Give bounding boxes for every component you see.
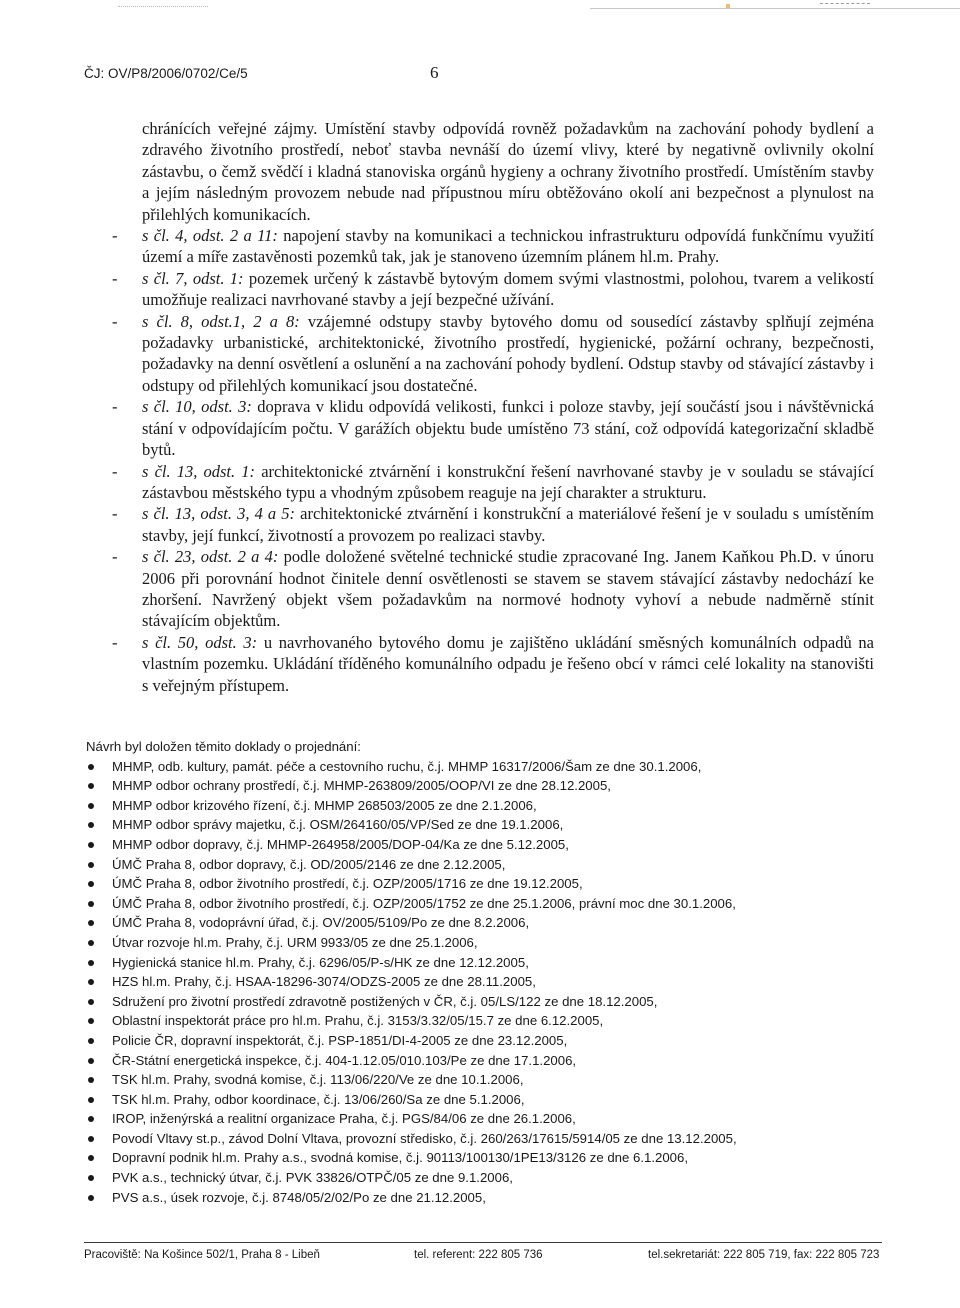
bullet-icon	[88, 783, 94, 789]
evidence-text: Útvar rozvoje hl.m. Prahy, č.j. URM 9933/05 ze dne 25.1.2006,	[112, 934, 478, 950]
footer-secretariat-contact: tel.sekretariát: 222 805 719, fax: 222 805 723	[648, 1249, 880, 1261]
page-footer	[84, 1242, 884, 1264]
criterion-reference: s čl. 23, odst. 2 a 4:	[142, 547, 279, 567]
evidence-text: Policie ČR, dopravní inspektorát, č.j. PSP-1851/DI-4-2005 ze dne 23.12.2005,	[112, 1032, 568, 1048]
dash-marker: -	[112, 397, 118, 417]
bullet-icon	[88, 979, 94, 985]
criterion-reference: s čl. 8, odst.1, 2 a 8:	[142, 311, 300, 331]
bullet-icon	[88, 1155, 94, 1161]
evidence-text: Povodí Vltavy st.p., závod Dolní Vltava, provozní středisko, č.j. 260/263/17615/5914/05 ze dne 13.12.2005,	[112, 1130, 737, 1146]
criterion-text: pozemek určený k zástavbě bytovým domem svými vlastnostmi, polohou, tvarem a velikostí umožňuje realizaci navrhované stavby a její bezpečné užívání.	[142, 268, 874, 310]
evidence-item	[86, 894, 906, 914]
criterion-item	[112, 311, 875, 397]
bullet-icon	[88, 920, 94, 926]
evidence-item	[86, 776, 906, 796]
evidence-item	[86, 855, 906, 875]
reference-number: ČJ: OV/P8/2006/0702/Ce/5	[84, 66, 248, 81]
bullet-icon	[88, 1077, 94, 1083]
evidence-text: MHMP odbor dopravy, č.j. MHMP-264958/2005/DOP-04/Ka ze dne 5.12.2005,	[112, 836, 569, 852]
criterion-reference: s čl. 4, odst. 2 a 11:	[142, 226, 278, 246]
bullet-icon	[88, 940, 94, 946]
evidence-text: MHMP odbor správy majetku, č.j. OSM/264160/05/VP/Sed ze dne 19.1.2006,	[112, 817, 564, 833]
scan-artifacts	[0, 0, 960, 14]
dash-marker: -	[112, 311, 118, 331]
evidence-text: ÚMČ Praha 8, odbor životního prostředí, č.j. OZP/2005/1716 ze dne 19.12.2005,	[112, 876, 583, 892]
evidence-item	[86, 1070, 906, 1090]
evidence-item	[86, 913, 906, 933]
bullet-icon	[88, 999, 94, 1005]
evidence-text: Dopravní podnik hl.m. Prahy a.s., svodná komise, č.j. 90113/100130/1PE13/3126 ze dne 6.1.2006,	[112, 1150, 688, 1166]
evidence-text: MHMP odbor krizového řízení, č.j. MHMP 268503/2005 ze dne 2.1.2006,	[112, 797, 537, 813]
bullet-icon	[88, 960, 94, 966]
evidence-list	[86, 757, 906, 1208]
bullet-icon	[88, 881, 94, 887]
evidence-item	[86, 1031, 906, 1051]
evidence-text: HZS hl.m. Prahy, č.j. HSAA-18296-3074/ODZS-2005 ze dne 28.11.2005,	[112, 974, 536, 990]
bullet-icon	[88, 822, 94, 828]
evidence-text: PVK a.s., technický útvar, č.j. PVK 33826/OTPČ/05 ze dne 9.1.2006,	[112, 1170, 513, 1186]
criterion-reference: s čl. 10, odst. 3:	[142, 397, 252, 417]
bullet-icon	[88, 1058, 94, 1064]
evidence-item	[86, 953, 906, 973]
bullet-icon	[88, 803, 94, 809]
scan-mark	[820, 3, 870, 5]
evidence-item	[86, 1188, 906, 1208]
evidence-item	[86, 1129, 906, 1149]
evidence-item	[86, 835, 906, 855]
document-header	[84, 63, 484, 86]
dash-marker: -	[112, 504, 118, 524]
evidence-text: MHMP odbor ochrany prostředí, č.j. MHMP-263809/2005/OOP/VI ze dne 28.12.2005,	[112, 778, 611, 794]
dash-marker: -	[112, 547, 118, 567]
scan-mark	[590, 8, 960, 10]
dash-marker: -	[112, 461, 118, 481]
evidence-text: ÚMČ Praha 8, odbor dopravy, č.j. OD/2005/2146 ze dne 2.12.2005,	[112, 856, 506, 872]
evidence-text: ÚMČ Praha 8, odbor životního prostředí, č.j. OZP/2005/1752 ze dne 25.1.2006, právní moc dne 30.1.2006,	[112, 895, 736, 911]
criterion-reference: s čl. 13, odst. 1:	[142, 461, 256, 481]
evidence-text: MHMP, odb. kultury, památ. péče a cestovního ruchu, č.j. MHMP 16317/2006/Šam ze dne 30.1.2006,	[112, 758, 702, 774]
evidence-text: PVS a.s., úsek rozvoje, č.j. 8748/05/2/02/Po ze dne 21.12.2005,	[112, 1189, 486, 1205]
evidence-item	[86, 1168, 906, 1188]
criterion-text: vzájemné odstupy stavby bytového domu od sousedící zástavby splňují zejména požadavky urbanistické, architektonické, životního prostředí, hygienické, požární ochrany, bezpečnosti, požadavky na denní osvětlení a oslunění a na zachování pohody bydlení. Odstup stavby od stávající zástavby i odstupy od přilehlých komunikací jsou dostatečné.	[142, 311, 875, 395]
criterion-reference: s čl. 13, odst. 3, 4 a 5:	[142, 504, 296, 524]
bullet-icon	[88, 1097, 94, 1103]
criterion-text: doprava v klidu odpovídá velikosti, funkci i poloze stavby, její součástí jsou i návštěvnická stání v odpovídajícím počtu. V garážích objektu bude umístěno 73 stání, což odpovídá kategorizační skladbě bytů.	[142, 397, 875, 460]
bullet-icon	[88, 1195, 94, 1201]
criteria-list	[112, 225, 875, 696]
evidence-item	[86, 757, 906, 777]
criterion-text: napojení stavby na komunikaci a technickou infrastrukturu odpovídá funkčnímu využití území a míře zastavěnosti pozemků tak, jak je stanoveno územním plánem hl.m. Prahy.	[142, 226, 875, 267]
footer-divider	[84, 1242, 882, 1243]
criterion-item	[112, 503, 874, 546]
criterion-item	[112, 632, 874, 696]
bullet-icon	[88, 842, 94, 848]
page-number: 6	[430, 63, 439, 82]
bullet-icon	[88, 1116, 94, 1122]
criterion-reference: s čl. 7, odst. 1:	[142, 268, 244, 288]
scan-mark	[118, 6, 208, 8]
bullet-icon	[88, 1136, 94, 1142]
criterion-item	[112, 461, 874, 504]
criterion-reference: s čl. 50, odst. 3:	[142, 632, 258, 652]
evidence-text: Hygienická stanice hl.m. Prahy, č.j. 6296/05/P-s/HK ze dne 12.12.2005,	[112, 954, 529, 970]
decision-body	[112, 118, 875, 696]
evidence-intro: Návrh byl doložen těmito doklady o projednání:	[86, 739, 361, 754]
evidence-item	[86, 972, 906, 992]
bullet-icon	[88, 1038, 94, 1044]
dash-marker: -	[112, 632, 118, 652]
evidence-item	[86, 874, 906, 894]
evidence-text: TSK hl.m. Prahy, svodná komise, č.j. 113/06/220/Ve ze dne 10.1.2006,	[112, 1072, 524, 1088]
evidence-text: Oblastní inspektorát práce pro hl.m. Prahu, č.j. 3153/3.32/05/15.7 ze dne 6.12.2005,	[112, 1013, 604, 1029]
dash-marker: -	[112, 268, 118, 288]
evidence-item	[86, 1011, 906, 1031]
dash-marker: -	[112, 226, 118, 246]
evidence-section	[86, 737, 906, 1207]
evidence-item	[86, 933, 906, 953]
criterion-item	[112, 546, 875, 632]
criterion-text: podle doložené světelné technické studie zpracované Ing. Janem Kaňkou Ph.D. v únoru 2006 při porovnání hodnot činitele denní osvětlenosti se stavem se stavem stávající zástavby nedochází ke zhoršení. Navržený objekt všem požadavkům na normové hodnoty vyhoví a nebude nadměrně stínit stávajícím objektům.	[142, 547, 875, 631]
evidence-item	[86, 992, 906, 1012]
criterion-text: u navrhovaného bytového domu je zajištěno ukládání směsných komunálních odpadů na vlastním pozemku. Ukládání tříděného komunálního odpadu je řešeno obcí v rámci celé lokality na stanovišti s veřejným přístupem.	[142, 632, 874, 695]
footer-workplace: Pracoviště: Na Košince 502/1, Praha 8 - Libeň	[84, 1249, 320, 1261]
evidence-item	[86, 1051, 906, 1071]
evidence-text: ČR-Státní energetická inspekce, č.j. 404-1.12.05/010.103/Pe ze dne 17.1.2006,	[112, 1052, 577, 1068]
footer-referent-phone: tel. referent: 222 805 736	[414, 1249, 543, 1261]
evidence-text: ÚMČ Praha 8, vodoprávní úřad, č.j. OV/2005/5109/Po ze dne 8.2.2006,	[112, 915, 530, 931]
evidence-text: TSK hl.m. Prahy, odbor koordinace, č.j. 13/06/260/Sa ze dne 5.1.2006,	[112, 1091, 525, 1107]
intro-paragraph: chránících veřejné zájmy. Umístění stavby odpovídá rovněž požadavkům na zachování pohody bydlení a zdravého životního prostředí, neboť stavba nevnáší do území vlivy, které by negativně ovlivnily okolní zástavbu, o čemž svědčí i kladná stanoviska orgánů hygieny a ochrany životního prostředí. Umístěním stavby a jejím následným provozem nebude nad přípustnou míru obtěžováno okolí ani bezpečnost a plynulost na přilehlých komunikacích.	[142, 119, 874, 224]
criterion-item	[112, 396, 875, 460]
evidence-item	[86, 1109, 906, 1129]
evidence-text: IROP, inženýrská a realitní organizace Praha, č.j. PGS/84/06 ze dne 26.1.2006,	[112, 1111, 576, 1127]
evidence-item	[86, 1090, 906, 1110]
scan-mark	[726, 4, 730, 8]
criterion-text: architektonické ztvárnění i konstrukční řešení navrhované stavby je v souladu se stávající zástavbou městského typu a vhodným způsobem reaguje na její charakter a strukturu.	[142, 461, 874, 502]
evidence-item	[86, 1148, 906, 1168]
evidence-text: Sdružení pro životní prostředí zdravotně postižených v ČR, č.j. 05/LS/122 ze dne 18.12.2005,	[112, 993, 658, 1009]
criterion-text: architektonické ztvárnění i konstrukční a materiálové řešení je v souladu s umístěním stavby, její funkcí, životností a provozem po realizaci stavby.	[142, 504, 874, 545]
bullet-icon	[88, 1175, 94, 1181]
bullet-icon	[88, 901, 94, 907]
bullet-icon	[88, 1018, 94, 1024]
evidence-item	[86, 815, 906, 835]
evidence-item	[86, 796, 906, 816]
criterion-item	[112, 225, 875, 268]
bullet-icon	[88, 764, 94, 770]
criterion-item	[112, 268, 874, 311]
bullet-icon	[88, 862, 94, 868]
